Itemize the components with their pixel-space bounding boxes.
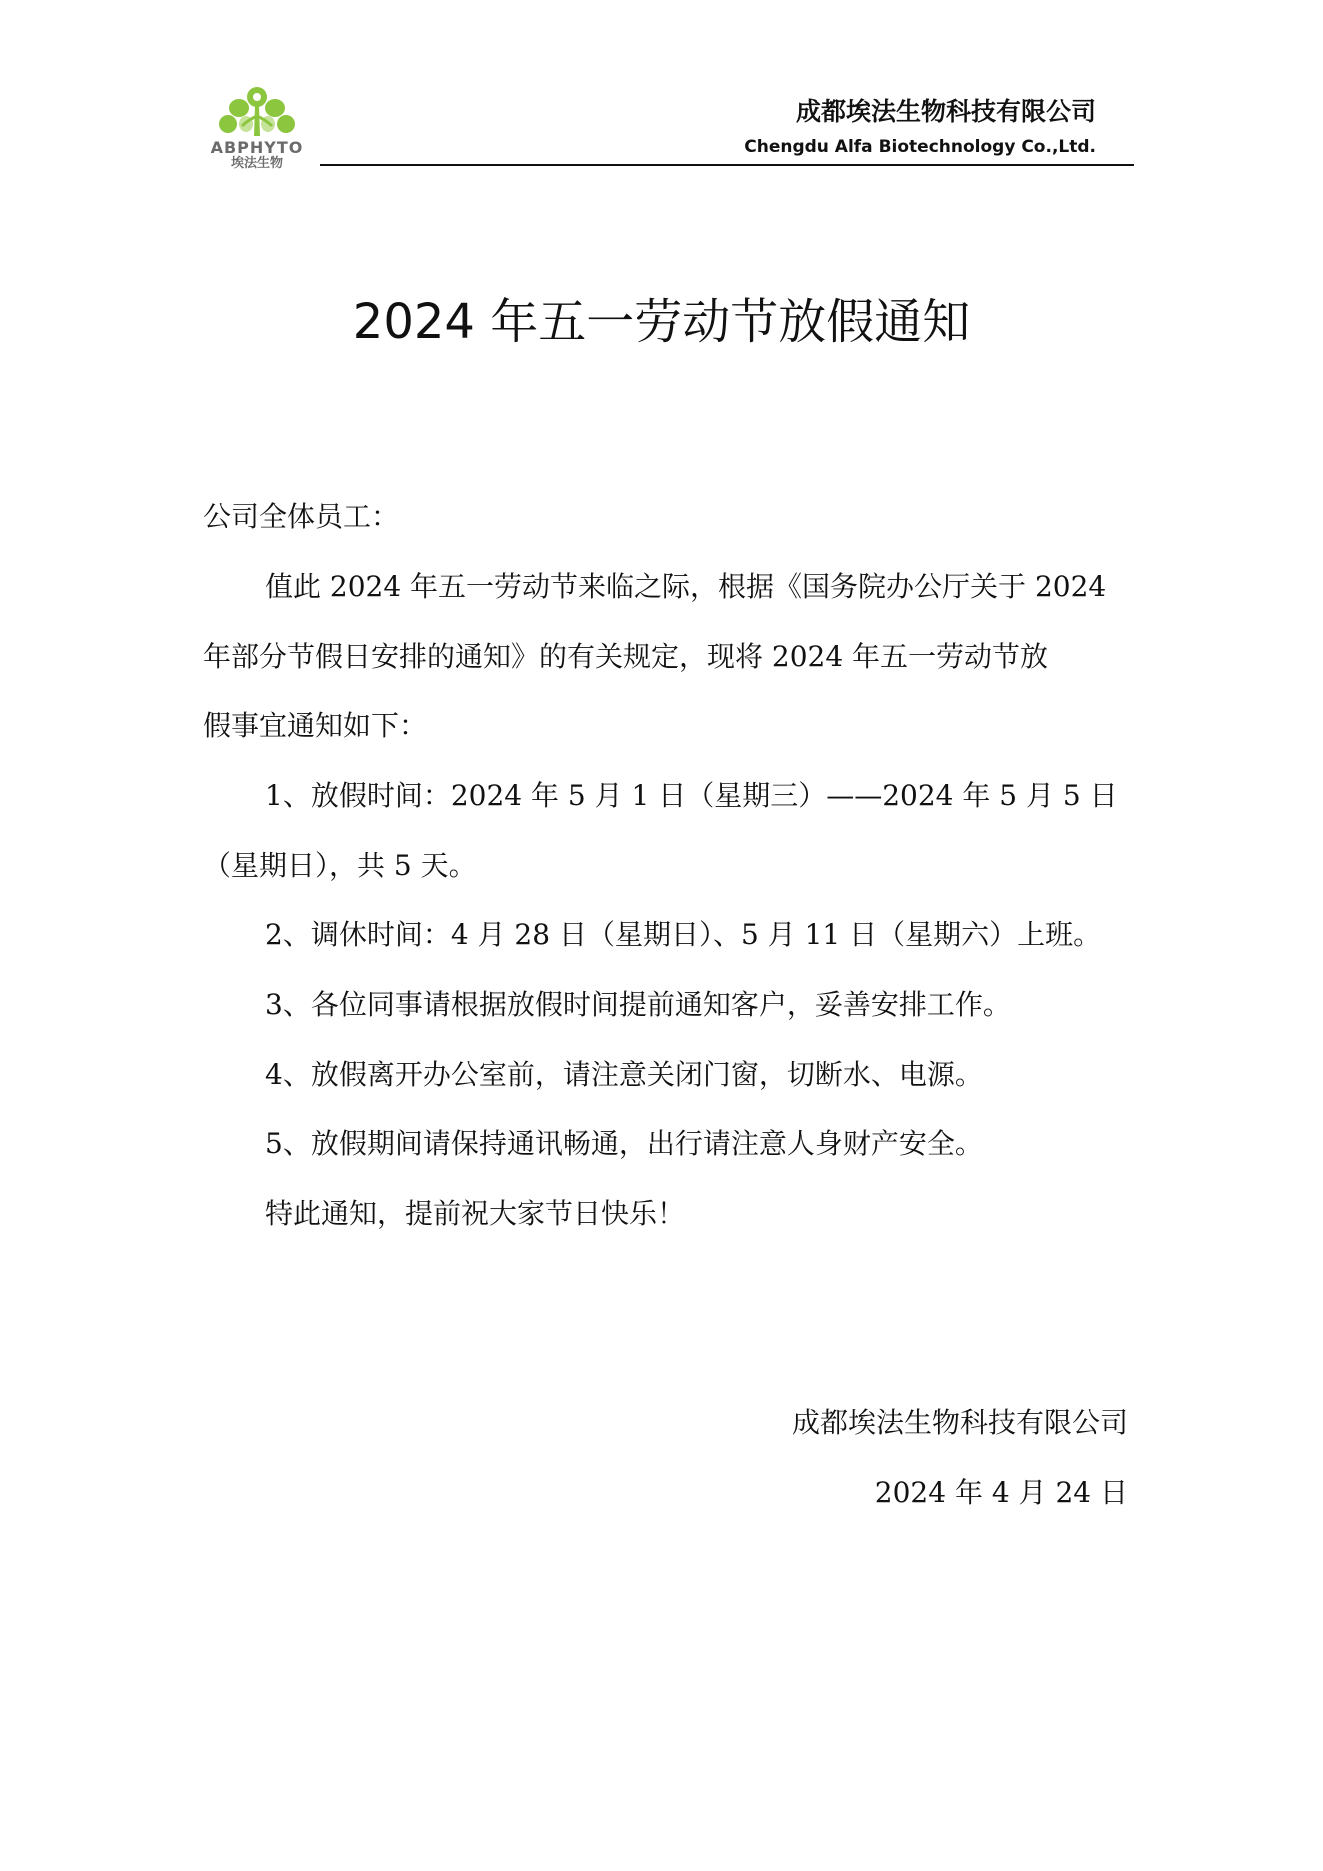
header-company-name-en: Chengdu Alfa Biotechnology Co.,Ltd. xyxy=(744,137,1096,157)
closing-line: 特此通知，提前祝大家节日快乐！ xyxy=(265,1197,686,1230)
salutation: 公司全体员工： xyxy=(203,500,400,533)
header-company-name-cn: 成都埃法生物科技有限公司 xyxy=(795,97,1096,126)
item-3: 3、各位同事请根据放假时间提前通知客户，妥善安排工作。 xyxy=(265,988,1011,1021)
item-5: 5、放假期间请保持通讯畅通，出行请注意人身财产安全。 xyxy=(265,1127,983,1160)
signature-company: 成都埃法生物科技有限公司 xyxy=(791,1406,1128,1439)
intro-line-2: 年部分节假日安排的通知》的有关规定，现将 2024 年五一劳动节放 xyxy=(203,640,1049,673)
intro-line-3: 假事宜通知如下： xyxy=(203,709,428,742)
item-2: 2、调休时间：4 月 28 日（星期日）、5 月 11 日（星期六）上班。 xyxy=(265,918,1102,951)
logo-chinese-text: 埃法生物 xyxy=(230,156,283,171)
item-4: 4、放假离开办公室前，请注意关闭门窗，切断水、电源。 xyxy=(265,1058,983,1091)
tree-logo-icon xyxy=(198,84,316,140)
item-1-line-1: 1、放假时间：2024 年 5 月 1 日（星期三）——2024 年 5 月 5 日 xyxy=(265,779,1118,812)
logo-latin-text: ABPHYTO xyxy=(210,138,304,157)
signature-date: 2024 年 4 月 24 日 xyxy=(874,1476,1128,1509)
intro-line-1: 值此 2024 年五一劳动节来临之际，根据《国务院办公厅关于 2024 xyxy=(265,570,1107,603)
item-1-line-2: （星期日），共 5 天。 xyxy=(203,849,477,882)
company-logo xyxy=(198,84,316,176)
notice-title: 2024 年五一劳动节放假通知 xyxy=(352,294,971,350)
header-divider xyxy=(320,164,1134,166)
